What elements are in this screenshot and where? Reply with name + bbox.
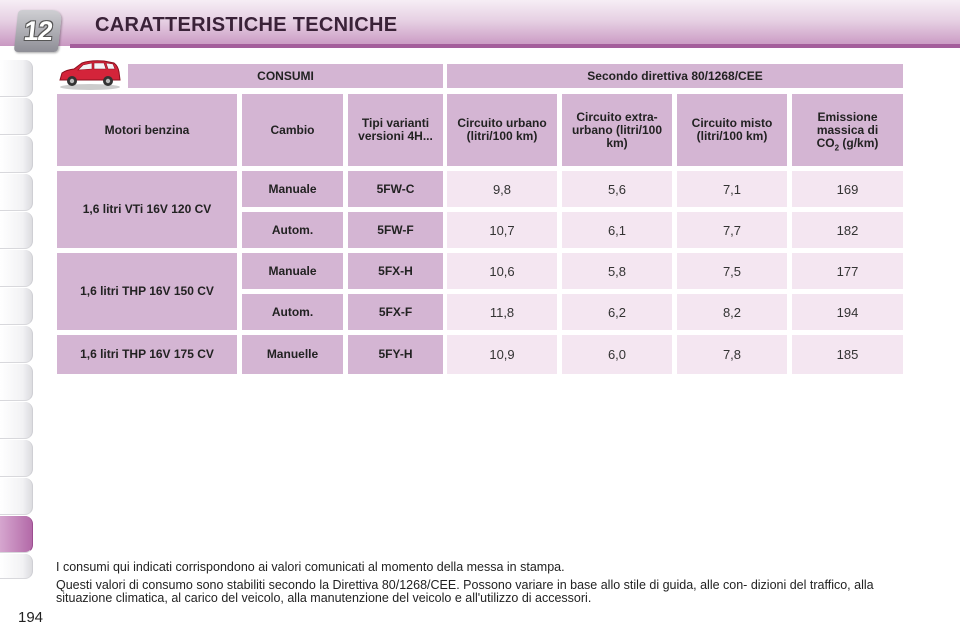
variant-cell: 5FW-C bbox=[348, 171, 443, 207]
footnote: Questi valori di consumo sono stabiliti secondo la Direttiva 80/1268/CEE. Possono variare in base allo stile di guida, alle con- dizioni del traffico, alla situazione climatica, al carico del veicolo, alla manutenzione del veicolo e all'utilizzo di accessori. bbox=[56, 578, 874, 605]
chapter-tab[interactable] bbox=[0, 174, 33, 211]
co2-cell: 194 bbox=[792, 294, 903, 330]
gearbox-cell: Manuale bbox=[242, 253, 343, 289]
footnote: I consumi qui indicati corrispondono ai valori comunicati al momento della messa in stampa. bbox=[56, 560, 565, 574]
car-icon bbox=[56, 58, 124, 90]
chapter-tab[interactable] bbox=[0, 478, 33, 515]
co2-cell: 177 bbox=[792, 253, 903, 289]
page-number: 194 bbox=[18, 609, 44, 626]
mixed-cell: 7,7 bbox=[677, 212, 787, 248]
chapter-tab[interactable] bbox=[0, 554, 33, 579]
engine-label: 1,6 litri THP 16V 175 CV bbox=[57, 335, 237, 374]
emission-unit-text: (g/km) bbox=[839, 135, 879, 150]
extra-urban-cell: 5,6 bbox=[562, 171, 672, 207]
mixed-cell: 8,2 bbox=[677, 294, 787, 330]
emission-label: Emissione massica di bbox=[816, 109, 879, 137]
column-header-urban: Circuito urbano (litri/100 km) bbox=[447, 94, 557, 166]
co2-cell: 169 bbox=[792, 171, 903, 207]
header-rule bbox=[70, 44, 960, 48]
extra-urban-cell: 5,8 bbox=[562, 253, 672, 289]
urban-cell: 10,6 bbox=[447, 253, 557, 289]
chapter-tabs bbox=[0, 60, 36, 580]
extra-urban-cell: 6,2 bbox=[562, 294, 672, 330]
chapter-tab[interactable] bbox=[0, 98, 33, 135]
mixed-cell: 7,8 bbox=[677, 335, 787, 374]
engine-label: 1,6 litri VTi 16V 120 CV bbox=[57, 171, 237, 248]
header-consumi: CONSUMI bbox=[128, 64, 443, 88]
column-header-engine: Motori benzina bbox=[57, 94, 237, 166]
column-header-mixed: Circuito misto (litri/100 km) bbox=[677, 94, 787, 166]
urban-cell: 10,9 bbox=[447, 335, 557, 374]
chapter-tab[interactable] bbox=[0, 288, 33, 325]
chapter-tab-active[interactable] bbox=[0, 516, 33, 553]
column-header-emission bbox=[792, 94, 903, 166]
column-header-extra-urban: Circuito extra-urbano (litri/100 km) bbox=[562, 94, 672, 166]
chapter-badge: 12 bbox=[14, 10, 62, 52]
variant-cell: 5FW-F bbox=[348, 212, 443, 248]
emission-co: CO bbox=[816, 135, 835, 150]
footnotes bbox=[56, 561, 906, 610]
column-header-variant: Tipi varianti versioni 4H... bbox=[348, 94, 443, 166]
urban-cell: 9,8 bbox=[447, 171, 557, 207]
variant-cell: 5FX-H bbox=[348, 253, 443, 289]
extra-urban-cell: 6,0 bbox=[562, 335, 672, 374]
extra-urban-cell: 6,1 bbox=[562, 212, 672, 248]
gearbox-cell: Manuale bbox=[242, 171, 343, 207]
column-header-gearbox: Cambio bbox=[242, 94, 343, 166]
header-directive: Secondo direttiva 80/1268/CEE bbox=[447, 64, 903, 88]
chapter-tab[interactable] bbox=[0, 364, 33, 401]
chapter-tab[interactable] bbox=[0, 440, 33, 477]
co2-cell: 185 bbox=[792, 335, 903, 374]
urban-cell: 11,8 bbox=[447, 294, 557, 330]
chapter-tab[interactable] bbox=[0, 60, 33, 97]
emission-unit bbox=[817, 137, 879, 150]
mixed-cell: 7,1 bbox=[677, 171, 787, 207]
gearbox-cell: Autom. bbox=[242, 212, 343, 248]
chapter-tab[interactable] bbox=[0, 402, 33, 439]
emission-sub: 2 bbox=[834, 142, 840, 152]
co2-cell: 182 bbox=[792, 212, 903, 248]
chapter-tab[interactable] bbox=[0, 212, 33, 249]
engine-label: 1,6 litri THP 16V 150 CV bbox=[57, 253, 237, 330]
chapter-tab[interactable] bbox=[0, 250, 33, 287]
gearbox-cell: Autom. bbox=[242, 294, 343, 330]
variant-cell: 5FX-F bbox=[348, 294, 443, 330]
variant-cell: 5FY-H bbox=[348, 335, 443, 374]
gearbox-cell: Manuelle bbox=[242, 335, 343, 374]
page-title: CARATTERISTICHE TECNICHE bbox=[95, 14, 398, 36]
urban-cell: 10,7 bbox=[447, 212, 557, 248]
mixed-cell: 7,5 bbox=[677, 253, 787, 289]
chapter-tab[interactable] bbox=[0, 326, 33, 363]
chapter-tab[interactable] bbox=[0, 136, 33, 173]
